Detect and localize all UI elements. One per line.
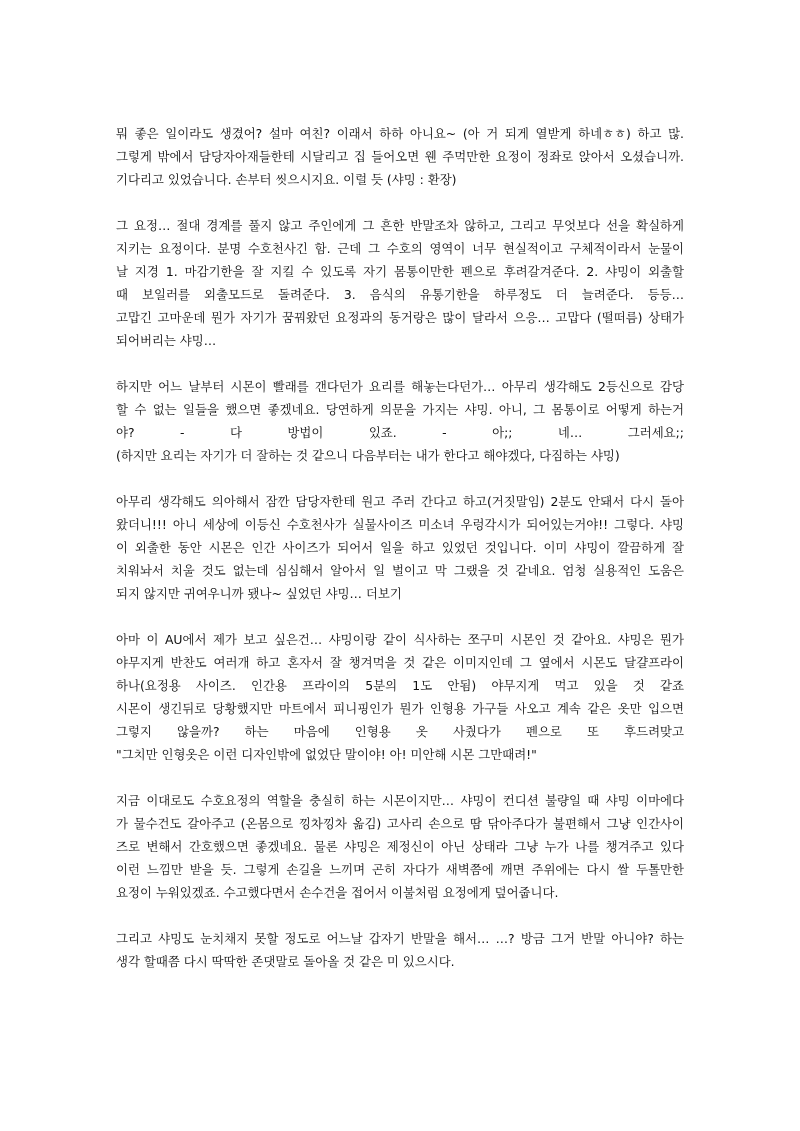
text-line: 고맙긴 고마운데 뭔가 자기가 꿈꿔왔던 요정과의 동거랑은 많이 달라서 으응… 고맙다 (떨떠름) 상태가: [116, 310, 684, 325]
paragraph: [116, 375, 684, 467]
text-line: 하지만 어느 날부터 시몬이 빨래를 갠다던가 요리를 해놓는다던가… 아무리 생각해도 2등신으로 감당: [116, 379, 684, 394]
text-line: 할 수 없는 일들을 했으면 좋겠네요. 당연하게 의문을 가지는 샤밍. 아니, 그 몸통이로 어떻게 하는거: [116, 402, 684, 417]
paragraph: [116, 789, 684, 904]
text-line: 되어버리는 샤밍…: [116, 333, 217, 348]
text-line: 아무리 생각해도 의아해서 잠깐 담당자한테 원고 주러 간다고 하고(거짓말임) 2분도 안돼서 다시 돌아: [116, 494, 684, 509]
paragraph: [116, 927, 684, 973]
text-line: 요정이 누워있겠죠. 수고했다면서 손수건을 접어서 이불처럼 요정에게 덮어줍니다.: [116, 885, 559, 900]
text-line: 기다리고 있었습니다. 손부터 씻으시지요. 이럴 듯 (샤밍 : 환장): [116, 172, 457, 187]
paragraph: [116, 490, 684, 605]
paragraph: [116, 214, 684, 352]
text-line: 그 요정… 절대 경계를 풀지 않고 주인에게 그 흔한 반말조차 않하고, 그리고 무엇보다 선을 확실하게: [116, 218, 684, 233]
text-line: 때 보일러를 외출모드로 돌려준다. 3. 음식의 유통기한을 하루정도 더 늘려준다. 등등…: [116, 287, 684, 302]
text-line: 그리고 샤밍도 눈치채지 못할 정도로 어느날 갑자기 반말을 해서… …? 방금 그거 반말 아니야? 하는: [116, 931, 684, 946]
text-line: 날 지경 1. 마감기한을 잘 지킬 수 있도록 자기 몸통이만한 펜으로 후려갈겨준다. 2. 샤밍이 외출할: [116, 264, 684, 279]
text-line: 이 외출한 동안 시몬은 인간 사이즈가 되어서 일을 하고 있었던 것입니다. 이미 샤밍이 깔끔하게 잘: [116, 540, 684, 555]
text-line: (하지만 요리는 자기가 더 잘하는 것 같으니 다음부터는 내가 한다고 해야겠다, 다짐하는 샤밍): [116, 448, 620, 463]
text-line: "그치만 인형옷은 이런 디자인밖에 없었단 말이야! 아! 미안해 시몬 그만때려!": [116, 747, 537, 762]
text-line: 그렇지 않을까? 하는 마음에 인형용 옷 사줬다가 펜으로 또 후드려맞고: [116, 724, 684, 739]
paragraph: [116, 628, 684, 766]
text-line: 지키는 요정이다. 분명 수호천사긴 함. 근데 그 수호의 영역이 너무 현실적이고 구체적이라서 눈물이: [116, 241, 684, 256]
text-line: 가 물수건도 갈아주고 (온몸으로 낑차낑차 옮김) 고사리 손으로 땀 닦아주다가 불편해서 그냥 인간사이: [116, 816, 684, 831]
text-line: 야무지게 반찬도 여러개 하고 혼자서 잘 챙겨먹을 것 같은 이미지인데 그 옆에서 시몬도 달걀프라이: [116, 655, 684, 670]
text-line: 그렇게 밖에서 담당자아재들한테 시달리고 집 들어오면 웬 주먹만한 요정이 정좌로 앉아서 오셨습니까.: [116, 149, 684, 164]
text-line: 지금 이대로도 수호요정의 역할을 충실히 하는 시몬이지만… 샤밍이 컨디션 불량일 때 샤밍 이마에다: [116, 793, 684, 808]
text-line: 이런 느낌만 받을 듯. 그렇게 손길을 느끼며 곤히 자다가 새벽쯤에 깨면 주위에는 다시 쌀 두톨만한: [116, 862, 684, 877]
text-line: 왔더니!!! 아니 세상에 이등신 수호천사가 실물사이즈 미소녀 우렁각시가 되어있는거야!! 그렇다. 샤밍: [116, 517, 684, 532]
text-line: 되지 않지만 귀여우니까 됐나~ 싶었던 샤밍… 더보기: [116, 586, 402, 601]
text-line: 하나(요정용 사이즈. 인간용 프라이의 5분의 1도 안됨) 야무지게 먹고 있을 것 같죠: [116, 678, 684, 693]
text-line: 시몬이 생긴뒤로 당황했지만 마트에서 피니핑인가 뭔가 인형용 가구들 사오고 계속 같은 옷만 입으면: [116, 701, 684, 716]
text-line: 즈로 변해서 간호했으면 좋겠네요. 물론 샤밍은 제정신이 아닌 상태라 그냥 누가 나를 챙겨주고 있다: [116, 839, 684, 854]
text-line: 아마 이 AU에서 제가 보고 싶은건… 샤밍이랑 같이 식사하는 쪼구미 시몬인 것 같아요. 샤밍은 뭔가: [116, 632, 684, 647]
text-line: 뭐 좋은 일이라도 생겼어? 설마 여친? 이래서 하하 아니요~ (아 거 되게 열받게 하네ㅎㅎ) 하고 많.: [116, 126, 684, 141]
text-line: 치워놔서 치울 것도 없는데 심심해서 알아서 일 벌이고 막 그랬을 것 같네요. 엄청 실용적인 도움은: [116, 563, 684, 578]
document-body: [116, 122, 684, 996]
text-line: 생각 할때쯤 다시 딱딱한 존댓말로 돌아올 것 같은 미 있으시다.: [116, 954, 455, 969]
text-line: 야? - 다 방법이 있죠. - 아;; 네… 그러세요;;: [116, 425, 684, 440]
paragraph: [116, 122, 684, 191]
